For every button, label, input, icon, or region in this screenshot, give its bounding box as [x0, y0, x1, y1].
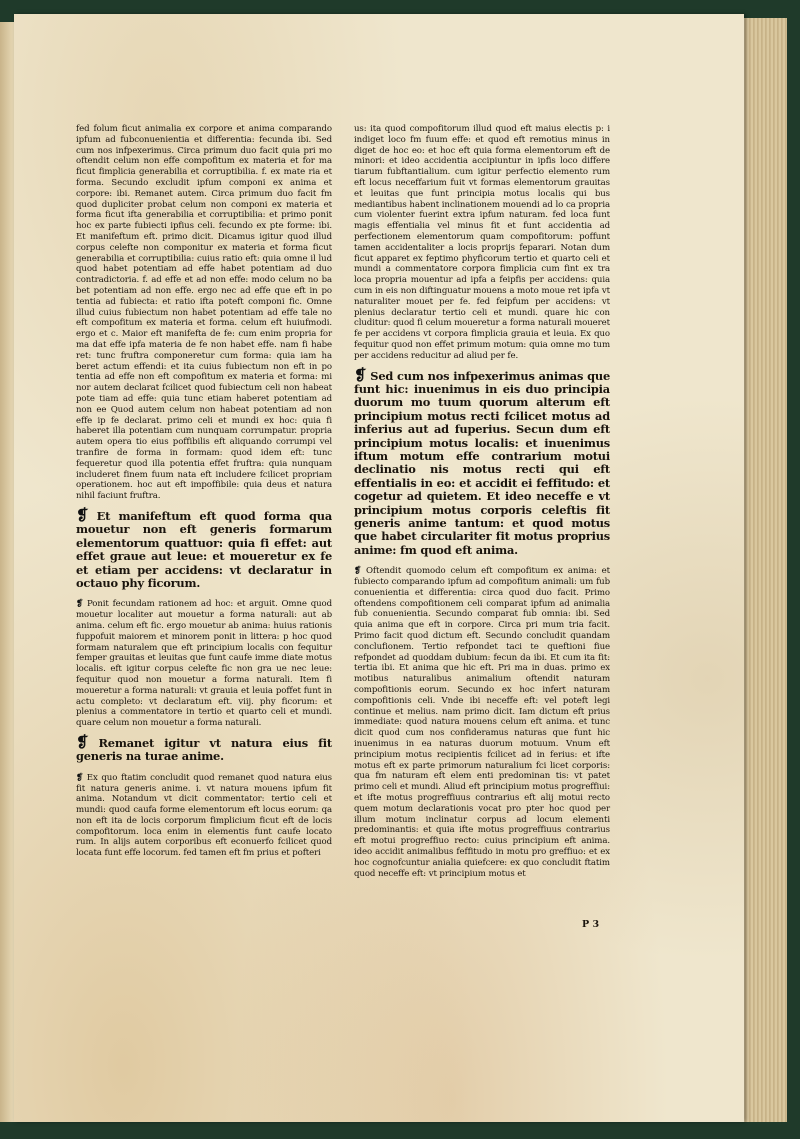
left-paragraph-3: ❡ Ex quo ftatim concludit quod remanet quod natura eius fit natura generis anime. i. vt natura mouens ipfum fit anima. Notandum vt dicit commentator: tertio celi et mundi: quod caufa forme elementorum eft locus eorum: qa non eft ita de locis corporum fimplicium ficut eft de locis compofitorum. loca enim in elementis funt caufe locato rum. In alijs autem corporibus eft econuerfo fcilicet quod locata funt effe locorum. fed tamen eft fm prius et pofteri	[76, 772, 332, 859]
left-paragraph-1: fed folum ficut animalia ex corpore et anima comparando ipfum ad fubconuenientia et differentia: fecunda ibi. Sed cum nos infpexerimus. Circa primum duo facit quia pri mo oftendit celum non effe compofitum ex materia et for ma ficut fimplicia generabilia et corruptibilia. f. ex mate ria et forma. Secundo excludit ipfum componi ex anima et corpore: ibi. Remanet autem. Circa primum duo facit fm quod dupliciter probat celum non componi ex materia et forma ficut ifta generabilia et corruptibilia: et primo ponit hoc ex parte fubiecti ipfius celi. fecundo ex pte forme: ibi. Et manifeftum eft. primo dicit. Dicamus igitur quod illud corpus celefte non componitur ex materia et forma ficut generabilia et corruptibilia: cuius ratio eft: quia omne il lud quod habet potentiam ad effe habet potentiam ad duo contradictoria. f. ad effe et ad non effe: modo celum no ba bet potentiam ad non effe. ergo nec ad effe que eft in po tentia ad fubiecta: et ratio ifta poteft componi fic. Omne illud cuius fubiectum non habet potentiam ad effe tale no eft compofitum ex materia et forma. celum eft huiufmodi. ergo et c. Maior eft manifefta de fe: cum enim propria for ma dat effe ipfa materia de fe non habet effe. nam fi habe ret: tunc fruftra componeretur cum forma: quia iam ha beret actum effendi: et ita cuius fubiectum non eft in po tentia ad effe non eft compofitum ex materia et forma: mi nor autem declarat fcilicet quod fubiectum celi non habeat pote tiam ad effe: quia tunc etiam haberet potentiam ad non ee Quod autem celum non habeat potentiam ad non effe ip fe declarat. primo celi et mundi ex hoc: quia fi haberet illa potentiam cum nunquam corrumpatur. propria autem opera tio eius poffibilis eft aliquando corrumpi vel tranfire de forma in formam: quod idem eft: tunc fequeretur quod illa potentia effet fruftra: quia nunquam includeret finem fuum nata eft includere fcilicet propriam operationem. hoc aut eft impoffibile: quia deus et natura nihil faciunt fruftra.	[76, 124, 332, 502]
manuscript-page	[14, 14, 744, 1122]
pilcrow-mark: ❡	[354, 566, 362, 577]
pilcrow-mark: ❡	[76, 599, 84, 610]
pilcrow-mark: ❡	[76, 732, 89, 751]
left-column	[76, 124, 332, 866]
pilcrow-mark: ❡	[76, 505, 89, 524]
pilcrow-mark: ❡	[76, 772, 84, 783]
right-column	[354, 124, 610, 886]
left-page-edge	[0, 22, 15, 1122]
left-text-passage-2: ❡ Remanet igitur vt natura eius fit generis na turae anime.	[76, 732, 332, 764]
left-paragraph-2: ❡ Ponit fecundam rationem ad hoc: et arguit. Omne quod mouetur localiter aut mouetur a forma naturali: aut ab anima. celum eft fic. ergo mouetur ab anima: huius rationis fuppofuit maiorem et minorem ponit in littera: p hoc quod formam naturalem que eft principium localis con fequitur femper grauitas et leuitas que funt caufe imme diate motus localis. eft igitur corpus celefte fic non gra ue nec leue: fequitur quod non mouetur a forma naturali. Item fi moueretur a forma naturali: vt grauia et leuia poffet funt in actu completo: vt declaratum eft. viij. phy ficorum: et plenius a commentatore in tertio et quarto celi et mundi. quare celum non mouetur a forma naturali.	[76, 599, 333, 729]
right-paragraph-2: ❡ Oftendit quomodo celum eft compofitum ex anima: et fubiecto comparando ipfum ad compofitum animali: um fub conuenientia et differentia: circa quod duo facit. Primo oftendens compofitionem celi comparat ipfum ad animalia fub conuenientia. Secundo comparat fub omnia: ibi. Sed quia anima que eft in corpore. Circa pri mum tria facit. Primo facit quod dictum eft. Secundo concludit quandam conclufionem. Tertio refpondet taci te queftioni fiue refpondet ad quoddam dubium: fecun da ibi. Et cum ita fit: tertia ibi. Et anima que hic eft. Pri ma in duas. primo ex motibus naturalibus animalium oftendit naturam compofitionis eorum. Secundo ex hoc infert naturam compofitionis celi. Vnde ibi neceffe eft: vel poteft legi continue et melius. nam primo dicit. Iam dictum eft prius immediate: quod natura mouens celum eft anima. et tunc dicit quod cum nos confideramus naturas que funt hic inuenimus in ea naturas duorum motuum. Vnum eft principium motus recipientis fcilicet ad in ferius: et ifte motus eft ex parte primorum naturalium fci licet corporis: qua fm naturam eft elem enti predominan tis: vt patet primo celi et mundi. Aliud eft principium motus progreffiui: et ifte motus progreffiuus contrarius eft alij motui recto quem motum declarationis vocat pro pter hoc quod per illum motum inclinatur corpus ad locum elementi predominantis: et quia ifte motus progreffiuus contrarius eft motui progreffiuo recto: cuius principium eft anima. ideo accidit animalibus feffitudo in motu pro greffiuo: et ex hoc cognofcuntur anialia quiefcere: ex quo concludit ftatim quod neceffe eft: vt principium motus et	[354, 566, 610, 879]
signature-mark: P 3	[582, 919, 600, 930]
pilcrow-mark: ❡	[354, 365, 367, 384]
right-paragraph-1: us: ita quod compofitorum illud quod eft maius electis p: i indiget loco fm fuum effe: et quod eft remotius minus in diget de hoc eo: et hoc eft quia forma elementorum eft de minori: et ideo accidentia accipiuntur in ipfis loco differe tiarum fubftantialium. cum igitur perfectio elemento rum eft locus neceffarium fuit vt formas elementorum grauitas et leuitas que funt principia motus localis qui bus mediantibus habent inclinationem mouendi ad lo ca propria cum violenter fuerint extra ipfum naturam. fed loca funt magis effentialia vel minus fit et funt accidentia ad perfectionem elementorum quam compofitorum: poffunt tamen accidentaliter a locis proprijs feparari. Notan dum ficut apparet ex feptimo phyficorum tertio et quarto celi et mundi a commentatore corpora fimplicia cum fint ex tra loca propria mouentur ad ipfa a feipfis per accidens: quia cum in eis non diftinguatur mouens a moto moue ret ipfa vt naturaliter mouet per fe. fed feipfum per accidens: vt plenius declaratur tertio celi et mundi. quare hic con cluditur: quod fi celum moueretur a forma naturali moueret fe per accidens vt corpora fimplicia grauia et leuia. Ex quo fequitur quod non effet primum motum: quia omne mo tum per accidens reducitur ad aliud per fe.	[354, 124, 610, 361]
left-text-passage-1: ❡ Et manifeftum eft quod forma qua mouetur non eft generis formarum elementorum quattuor: quia fi effet: aut effet graue aut leue: et moueretur ex fe et etiam per accidens: vt declaratur in octauo phy ficorum.	[76, 505, 333, 590]
right-text-passage-1: ❡ Sed cum nos infpexerimus animas que funt hic: inuenimus in eis duo principia duorum mo tuum quorum alterum eft principium motus recti fcilicet motus ad inferius aut ad fuperius. Secun dum eft principium motus localis: et inuenimus iftum motum effe contrarium motui declinatio nis motus recti qui eft effentialis in eo: et accidit ei feffitudo: et cogetur ad quietem. Et ideo neceffe e vt principium motus corporis celeftis fit generis anime tantum: et quod motus que habet circulariter fit motus proprius anime: fm quod eft anima.	[354, 365, 611, 557]
page-stack	[742, 18, 787, 1122]
